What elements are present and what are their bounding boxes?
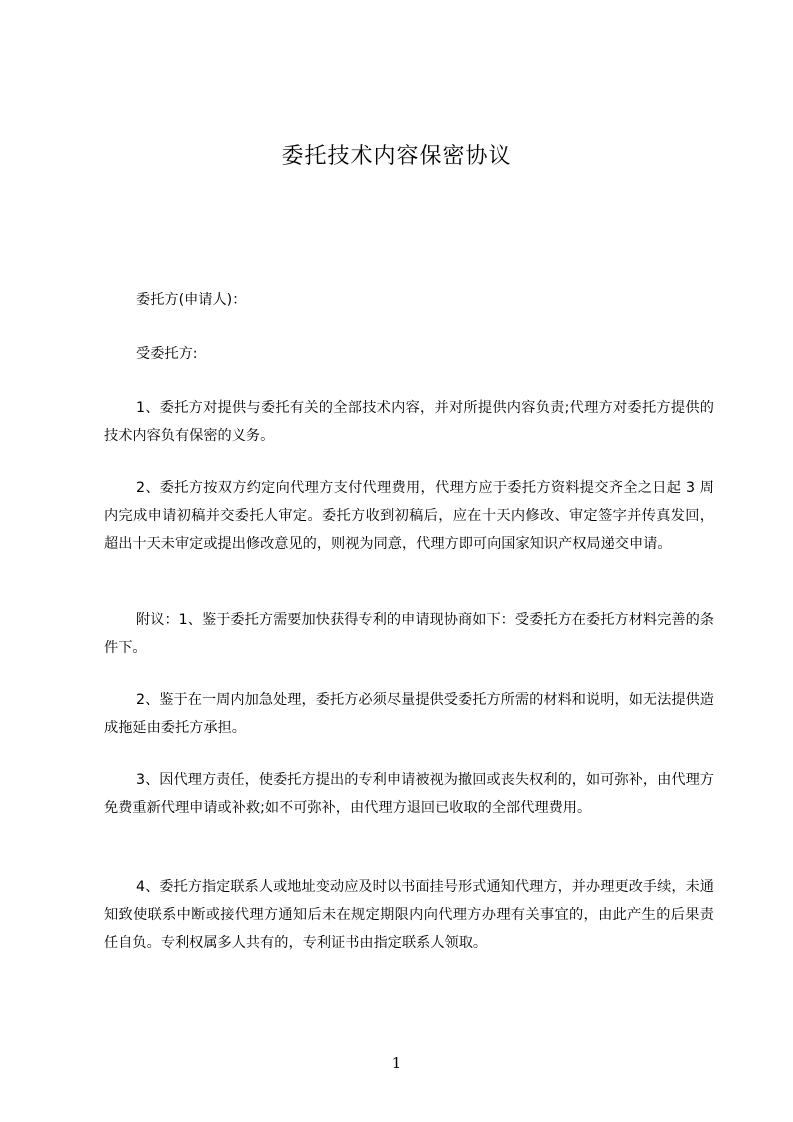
- addendum-3: 3、因代理方责任，使委托方提出的专利申请被视为撤回或丧失权利的，如可弥补，由代理方免费重新代理申请或补救;如不可弥补，由代理方退回已收取的全部代理费用。: [104, 772, 714, 816]
- addendum-2: 2、鉴于在一周内加急处理，委托方必须尽量提供受委托方所需的材料和说明，如无法提供造成拖延由委托方承担。: [104, 692, 714, 736]
- clause-1: 1、委托方对提供与委托有关的全部技术内容，并对所提供内容负责;代理方对委托方提供的技术内容负有保密的义务。: [104, 400, 714, 444]
- clause-2: 2、委托方按双方约定向代理方支付代理费用，代理方应于委托方资料提交齐全之日起 3 周内完成申请初稿并交委托人审定。委托方收到初稿后，应在十天内修改、审定签字并传真发回，超出十天未审定或提出修改意见的，则视为同意，代理方即可向国家知识产权局递交申请。: [104, 480, 714, 552]
- page-number: 1: [391, 1054, 402, 1072]
- document-title: 委托技术内容保密协议: [281, 144, 512, 169]
- addendum-4: 4、委托方指定联系人或地址变动应及时以书面挂号形式通知代理方，并办理更改手续，未通知致使联系中断或接代理方通知后未在规定期限内向代理方办理有关事宜的，由此产生的后果责任自负。专利权属多人共有的，专利证书由指定联系人领取。: [104, 879, 714, 951]
- addendum-1: 附议：1、鉴于委托方需要加快获得专利的申请现协商如下：受委托方在委托方材料完善的条件下。: [104, 612, 714, 656]
- party-client: 委托方(申请人)：: [136, 292, 247, 308]
- party-agent: 受委托方:: [136, 346, 198, 362]
